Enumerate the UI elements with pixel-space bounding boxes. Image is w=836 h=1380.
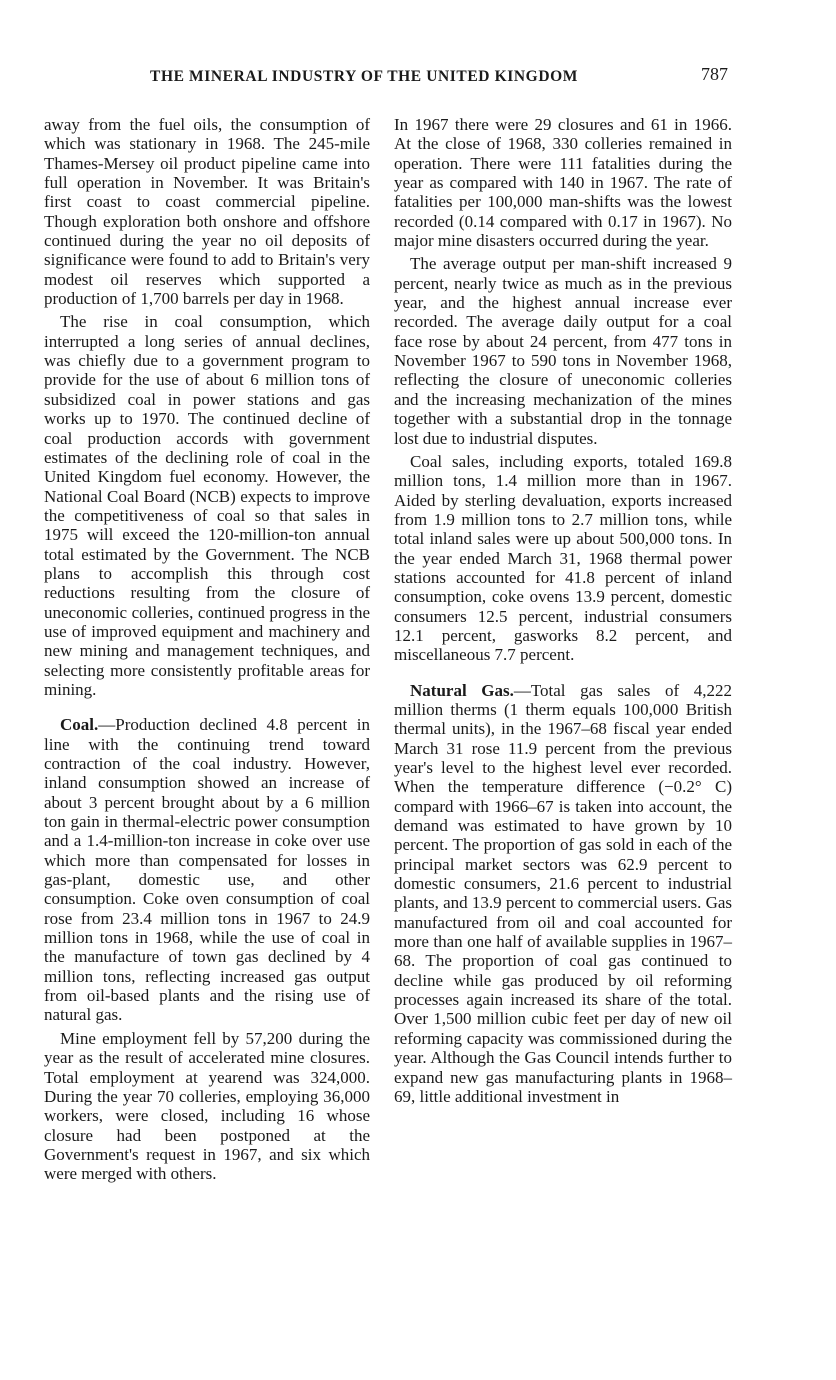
- paragraph-mine-employment: Mine employment fell by 57,200 during the year as the result of accelerated mine closures. Total employment at yearend was 324,000. During the year 70 colleries, employing 36,000 workers, were closed, including 16 whose closure had been postponed at the Government's request in 1967, and six which were merged with others.: [44, 1028, 370, 1184]
- paragraph-coal-consumption: The rise in coal consumption, which interrupted a long series of annual declines, was chiefly due to a government program to provide for the use of about 6 million tons of subsidized coal in power stations and gas works up to 1970. The continued decline of coal production accords with government estimates of the declining role of coal in the United Kingdom fuel economy. However, the National Coal Board (NCB) expects to improve the competitiveness of coal so that sales in 1975 will exceed the 120-million-ton annual total estimated by the Government. The NCB plans to accomplish this through cost reductions resulting from the closure of uneconomic colleries, continued progress in the use of improved equipment and machinery and new mining and management techniques, and selecting more consistently profitable areas for mining.: [44, 312, 370, 699]
- page-number: 787: [701, 64, 728, 84]
- paragraph-oil-pipeline: away from the fuel oils, the consumption of which was stationary in 1968. The 245-mile Thames-Mersey oil product pipeline came into full operation in November. It was Britain's first coast to coast commercial pipeline. Though exploration both onshore and offshore continued during the year no oil deposits of significance were found to add to Britain's very modest oil reserves which supported a production of 1,700 barrels per day in 1968.: [44, 115, 370, 309]
- natural-gas-section-heading: Natural Gas.: [410, 680, 514, 700]
- right-column: [394, 115, 732, 1106]
- coal-section-paragraph: [44, 715, 370, 1025]
- natural-gas-section-paragraph: [394, 681, 732, 1107]
- coal-section-text: —Production declined 4.8 percent in line with the continuing trend toward contraction of the coal industry. However, inland consumption showed an increase of about 3 percent brought about by a 6 million ton gain in thermal-electric power consumption and a 1.4-million-ton increase in coke over use which more than compensated for losses in gas-plant, domestic use, and other consumption. Coke oven consumption of coal rose from 23.4 million tons in 1967 to 24.9 million tons in 1968, while the use of coal in the manufacture of town gas declined by 4 million tons, reflecting increased gas output from oil-based plants and the rising use of natural gas.: [44, 715, 370, 1025]
- paragraph-closures: In 1967 there were 29 closures and 61 in 1966. At the close of 1968, 330 colleries remained in operation. There were 111 fatalities during the year as compared with 140 in 1967. The rate of fatalities per 100,000 man-shifts was the lowest recorded (0.14 compared with 0.17 in 1967). No major mine disasters occurred during the year.: [394, 115, 732, 251]
- running-title: THE MINERAL INDUSTRY OF THE UNITED KINGDOM: [150, 68, 578, 85]
- paragraph-output-per-shift: The average output per man-shift increased 9 percent, nearly twice as much as in the previous year, and the highest annual increase ever recorded. The average daily output for a coal face rose by about 24 percent, from 477 tons in November 1967 to 590 tons in November 1968, reflecting the closure of uneconomic colleries and the increasing mechanization of the mines together with a substantial drop in the tonnage lost due to industrial disputes.: [394, 254, 732, 448]
- natural-gas-section-text: —Total gas sales of 4,222 million therms (1 therm equals 100,000 British thermal units), in the 1967–68 fiscal year ended March 31 rose 11.9 percent from the previous year's level to the highest level ever recorded. When the temperature difference (−0.2° C) compard with 1966–67 is taken into account, the demand was estimated to have grown by 10 percent. The proportion of gas sold in each of the principal market sectors was 62.9 percent to domestic consumers, 21.6 percent to industrial plants, and 13.9 percent to commercial users. Gas manufactured from oil and coal accounted for more than one half of available supplies in 1967–68. The proportion of coal gas continued to decline while gas produced by oil reforming processes again increased its share of the total. Over 1,500 million cubic feet per day of new oil reforming capacity was commissioned during the year. Although the Gas Council intends further to expand new gas manufacturing plants in 1968–69, little additional investment in: [394, 680, 733, 1106]
- left-column: [44, 115, 370, 1184]
- paragraph-coal-sales: Coal sales, including exports, totaled 169.8 million tons, 1.4 million more than in 1967. Aided by sterling devaluation, exports increased from 1.9 million tons to 2.7 million tons, while total inland sales were up about 500,000 tons. In the year ended March 31, 1968 thermal power stations accounted for 41.8 percent of inland consumption, coke ovens 13.9 percent, domestic consumers 12.5 percent, industrial consumers 12.1 percent, gasworks 8.2 percent, and miscellaneous 7.7 percent.: [394, 451, 732, 665]
- coal-section-heading: Coal.: [60, 715, 99, 735]
